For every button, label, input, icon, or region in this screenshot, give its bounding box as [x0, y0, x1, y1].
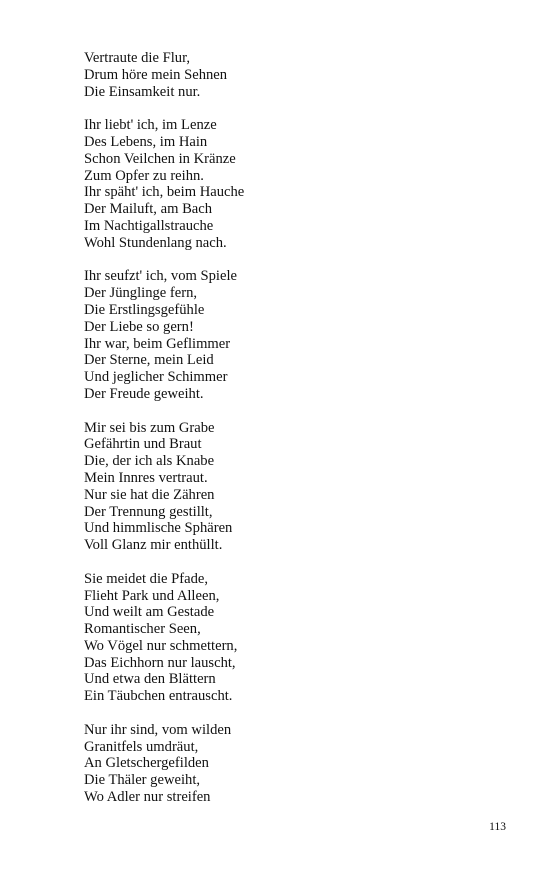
poem-line: Drum höre mein Sehnen	[84, 66, 228, 83]
poem-line: Sie meidet die Pfade,	[84, 570, 209, 587]
poem-line: Das Eichhorn nur lauscht,	[84, 654, 236, 671]
poem-line: Ihr war, beim Geflimmer	[84, 335, 231, 352]
poem-line: Und weilt am Gestade	[84, 604, 215, 621]
poem-line: Und etwa den Blättern	[84, 671, 216, 688]
poem-line: Ihr seufzt' ich, vom Spiele	[84, 268, 237, 285]
poem-line: Ein Täubchen entrauscht.	[84, 688, 233, 705]
poem-line: Der Jünglinge fern,	[84, 285, 198, 302]
stanza	[84, 268, 484, 402]
poem-line: Die Erstlingsgefühle	[84, 301, 205, 318]
poem-line: Mein Innres vertraut.	[84, 469, 208, 486]
poem-line: Und jeglicher Schimmer	[84, 369, 228, 386]
stanza	[84, 722, 484, 806]
poem-line: Granitfels umdräut,	[84, 738, 199, 755]
poem-line: Mir sei bis zum Grabe	[84, 419, 215, 436]
stanza	[84, 117, 484, 251]
poem-line: Der Liebe so gern!	[84, 318, 194, 335]
poem-line: Die, der ich als Knabe	[84, 453, 215, 470]
poem-line: Vertraute die Flur,	[84, 50, 190, 66]
poem-line: Voll Glanz mir enthüllt.	[84, 537, 223, 554]
poem-line: Die Thäler geweiht,	[84, 772, 201, 789]
poem-line: Der Trennung gestillt,	[84, 503, 213, 520]
poem-line: Schon Veilchen in Kränze	[84, 150, 236, 167]
poem-line: Die Einsamkeit nur.	[84, 83, 201, 100]
poem-line: Nur sie hat die Zähren	[84, 486, 215, 503]
poem-line: Wo Vögel nur schmettern,	[84, 637, 238, 654]
poem-line: Wohl Stundenlang nach.	[84, 234, 227, 251]
poem-line: Flieht Park und Alleen,	[84, 587, 220, 604]
poem-line: Der Sterne, mein Leid	[84, 352, 214, 369]
stanza	[84, 50, 484, 100]
poem-line: Im Nachtigallstrauche	[84, 217, 214, 234]
poem-line: Nur ihr sind, vom wilden	[84, 721, 232, 738]
stanza	[84, 571, 484, 705]
poem-line: Zum Opfer zu reihn.	[84, 167, 204, 184]
poem-line: An Gletschergefilden	[84, 755, 209, 772]
poem-line: Ihr liebt' ich, im Lenze	[84, 117, 217, 134]
poem-text	[84, 50, 484, 823]
poem-line: Der Freude geweiht.	[84, 385, 204, 402]
stanza	[84, 420, 484, 554]
poem-line: Romantischer Seen,	[84, 621, 201, 638]
poem-line: Und himmlische Sphären	[84, 520, 233, 537]
poem-line: Des Lebens, im Hain	[84, 133, 208, 150]
poem-line: Ihr späht' ich, beim Hauche	[84, 184, 245, 201]
poem-line: Gefährtin und Braut	[84, 436, 202, 453]
page-number: 113	[489, 821, 506, 833]
poem-line: Der Mailuft, am Bach	[84, 201, 213, 218]
poem-line: Wo Adler nur streifen	[84, 789, 211, 806]
